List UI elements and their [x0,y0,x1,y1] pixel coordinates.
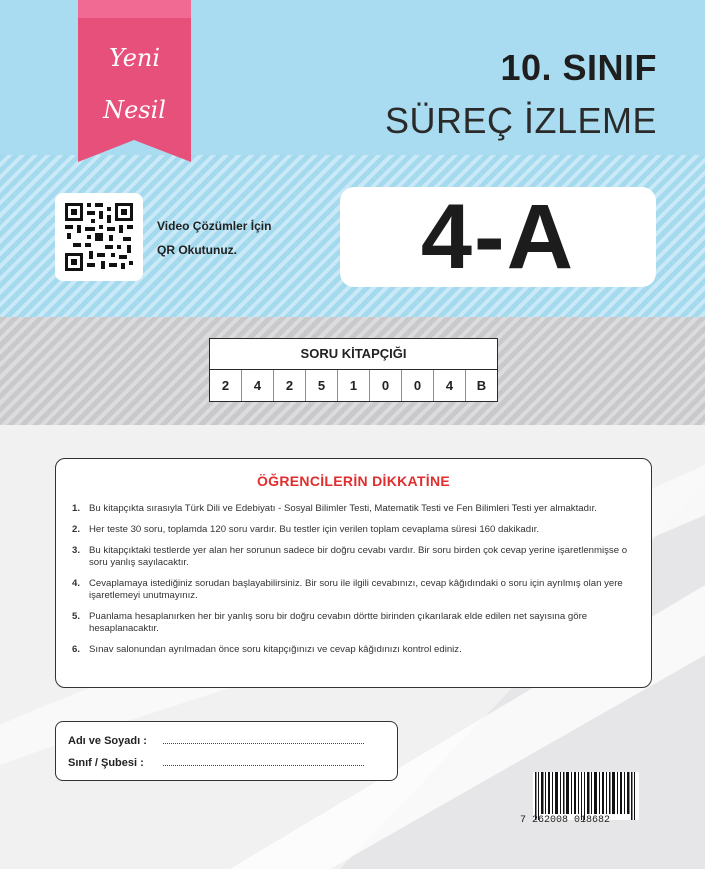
qr-instruction-line-2: QR Okutunuz. [157,243,237,257]
student-info-box [55,721,398,781]
item-text: Bu kitapçıkta sırasıyla Türk Dili ve Edebiyatı - Sosyal Bilimler Testi, Matematik Testi ve Fen Bilimleri Testi yer almaktadır. [89,503,597,514]
exam-code: 4-A [420,186,576,288]
list-item [72,524,638,536]
item-number: 2. [72,524,81,535]
item-number: 3. [72,545,81,556]
item-text: Her teste 30 soru, toplamda 120 soru vardır. Bu testler için verilen toplam cevaplama süresi 160 dakikadır. [89,524,540,535]
barcode-number: 7 262008 018682 [520,815,611,826]
item-text: Bu kitapçıktaki testlerde yer alan her sorunun sadece bir doğru cevabı vardır. Bir soru birden çok cevap yerine işaretlenmişse o soru yanlış sayılacaktır. [89,545,628,568]
exam-code-box [340,187,656,287]
item-text: Sınav salonundan ayrılmadan önce soru kitapçığınızı ve cevap kâğıdınızı kontrol ediniz. [89,644,462,655]
booklet-digit: 4 [242,370,274,401]
booklet-digit: 4 [434,370,466,401]
list-item [72,611,638,635]
item-number: 5. [72,611,81,622]
item-number: 1. [72,503,81,514]
list-item [72,545,638,569]
name-field[interactable] [68,735,364,747]
item-text: Cevaplamaya istediğiniz sorudan başlayabilirsiniz. Bir soru ile ilgili cevabınızı, cevap kâğıdındaki o soru için ayrılmış olan yere işaretlemeyi unutmayınız. [89,578,623,601]
student-notice-box [55,458,652,688]
booklet-digits [210,370,497,401]
list-item [72,503,638,515]
item-text: Puanlama hesaplanırken her bir yanlış soru bir doğru cevabın dörtte birinden çıkarılarak elde edilen net sayısına göre hesaplanacaktır. [89,611,588,634]
list-item [72,644,638,656]
name-line[interactable] [163,735,364,744]
grade-title: 10. SINIF [500,47,657,88]
booklet-title: SORU KİTAPÇIĞI [210,339,497,370]
notice-list [72,503,638,665]
booklet-digit: 2 [210,370,242,401]
qr-instruction-line-1: Video Çözümler İçin [157,219,272,233]
list-item [72,578,638,602]
booklet-digit: 2 [274,370,306,401]
name-label: Adı ve Soyadı : [68,735,147,747]
class-line[interactable] [163,757,364,766]
qr-code-icon [63,201,135,273]
booklet-type: B [476,378,487,393]
class-label: Sınıf / Şubesi : [68,757,144,769]
barcode-icon [533,772,639,820]
yeni-nesil-ribbon [78,0,191,162]
item-number: 4. [72,578,81,589]
class-field[interactable] [68,757,364,769]
process-subtitle: SÜREÇ İZLEME [384,100,657,141]
item-number: 6. [72,644,81,655]
ribbon-line-1: Yeni [108,44,161,72]
booklet-digit: 0 [402,370,434,401]
booklet-digit: 0 [370,370,402,401]
ribbon-line-2: Nesil [103,96,166,124]
booklet-digit: 1 [338,370,370,401]
booklet-digit: 5 [306,370,338,401]
qr-code[interactable] [55,193,143,281]
notice-title: ÖĞRENCİLERİN DİKKATİNE [256,473,450,489]
booklet-number-table [209,338,498,402]
